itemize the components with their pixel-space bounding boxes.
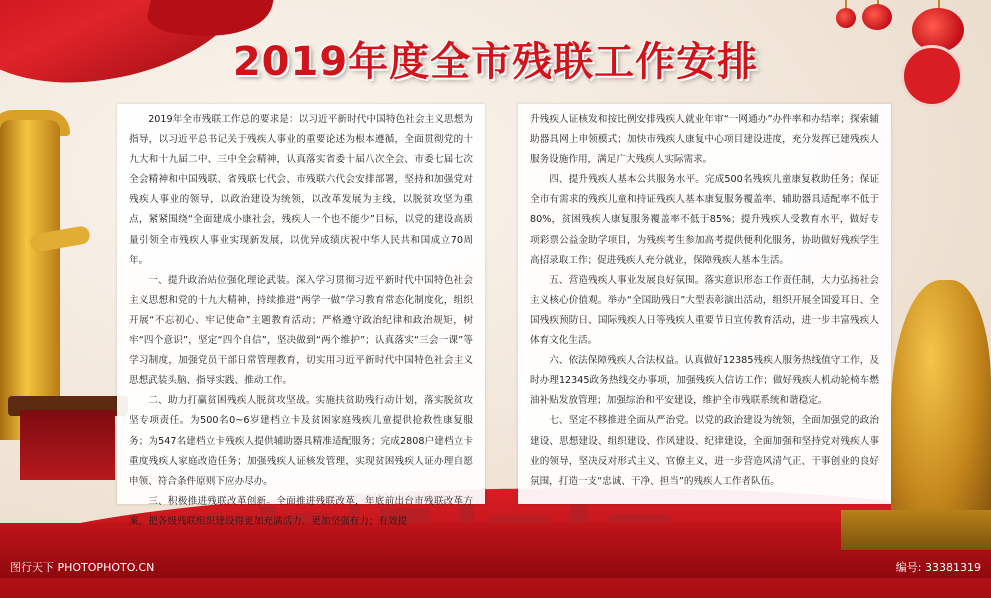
left-text-panel xyxy=(117,104,485,527)
lantern-icon xyxy=(862,4,892,30)
right-text-panel xyxy=(518,104,891,504)
paragraph: 六、依法保障残疾人合法权益。认真做好12385残疾人服务热线值守工作，及时办理12345政务热线交办事项，加强残疾人信访工作；做好残疾人机动轮椅车燃油补贴发放管理；加强综治和平安建设，维护全市残联系统和谐稳定。 xyxy=(530,355,879,407)
paragraph: 二、助力打赢贫困残疾人脱贫攻坚战。实施扶贫助残行动计划，落实脱贫攻坚专项责任。为500名0~6岁建档立卡及贫困家庭残疾儿童提供抢救性康复服务；为547名建档立卡残疾人提供辅助器具精准适配服务；完成2808户建档立卡重度残疾人家庭改造任务；加强残疾人证核发管理，实现贫困残疾人证办理自愿申领、符合条件原则下应办尽办。 xyxy=(129,395,473,487)
paragraph: 一、提升政治站位强化理论武装。深入学习贯彻习近平新时代中国特色社会主义思想和党的十九大精神，持续推进“两学一做”学习教育常态化制度化，组织开展“不忘初心、牢记使命”主题教育活动；严格遵守政治纪律和政治规矩，树牢“四个意识”，坚定“四个自信”，坚决做到“两个维护”；认真落实“三会一课”等学习制度，加强党员干部日常管理教育，切实用习近平新时代中国特色社会主义思想武装头脑、指导实践、推动工作。 xyxy=(129,274,473,387)
paragraph: 升残疾人证核发和按比例安排残疾人就业年审“一网通办”办件率和办结率；探索辅助器具网上申领模式；加快市残疾人康复中心项目建设进度，充分发挥已建残疾人服务设施作用，满足广大残疾人实际需求。 xyxy=(530,114,879,166)
paragraph: 四、提升残疾人基本公共服务水平。完成500名残疾儿童康复救助任务；保证全市有需求的残疾儿童和持证残疾人基本康复服务覆盖率、辅助器具适配率不低于80%，贫困残疾人康复服务覆盖率不低于85%；提升残疾人受教育水平，做好专项彩票公益金助学项目，为残疾考生参加高考提供便利化服务，协助做好残疾学生高招录取工作；促进残疾人充分就业，保障残疾人基本生活。 xyxy=(530,174,879,266)
left-text-body xyxy=(117,104,485,532)
tiananmen-gate xyxy=(20,410,115,480)
paragraph: 七、坚定不移推进全面从严治党。以党的政治建设为统领，全面加强党的政治建设、思想建设、组织建设、作风建设、纪律建设，全面加强和坚持党对残疾人事业的领导，坚决反对形式主义、官僚主义，进一步营造风清气正、干事创业的良好氛围，打造一支“忠诚、干净、担当”的残疾人工作者队伍。 xyxy=(530,415,879,487)
page-title: 2019年度全市残联工作安排 xyxy=(232,39,759,85)
golden-lion-statue xyxy=(891,280,991,540)
huabiao-pillar xyxy=(0,120,60,440)
paragraph: 五、营造残疾人事业发展良好氛围。落实意识形态工作责任制，大力弘扬社会主义核心价值观。举办“全国助残日”大型表彰演出活动，组织开展全国爱耳日、全国残疾预防日、国际残疾人日等残疾人重要节日宣传教育活动，进一步丰富残疾人体育文化生活。 xyxy=(530,274,879,347)
right-text-body xyxy=(518,104,891,492)
lion-pedestal xyxy=(841,510,991,550)
watermark-text: 图行天下 PHOTOPHOTO.CN xyxy=(10,561,155,574)
paragraph: 三、积极推进残联改革创新。全面推进残联改革，年底前出台市残联改革方案，把各级残联组织建设得更加充满活力、更加坚强有力；有效提 xyxy=(129,495,473,527)
lantern-icon xyxy=(836,8,856,28)
paragraph: 2019年全市残联工作总的要求是：以习近平新时代中国特色社会主义思想为指导，以习近平总书记关于残疾人事业的重要论述为根本遵循，全面贯彻党的十九大和十九届二中、三中全会精神，认真落实省委十届八次全会、市委七届七次全会精神和中国残联、省残联七代会、市残联六代会安排部署，坚持和加强党对残疾人事业的领导，以政治建设为统领，以改革发展为主线，以脱贫攻坚为重点，紧紧围绕“全面建成小康社会，残疾人一个也不能少”目标，以党的建设高质量引领全市残疾人事业实现新发展，以优异成绩庆祝中华人民共和国成立70周年。 xyxy=(129,114,473,266)
image-id-label: 编号: 33381319 xyxy=(895,561,981,574)
